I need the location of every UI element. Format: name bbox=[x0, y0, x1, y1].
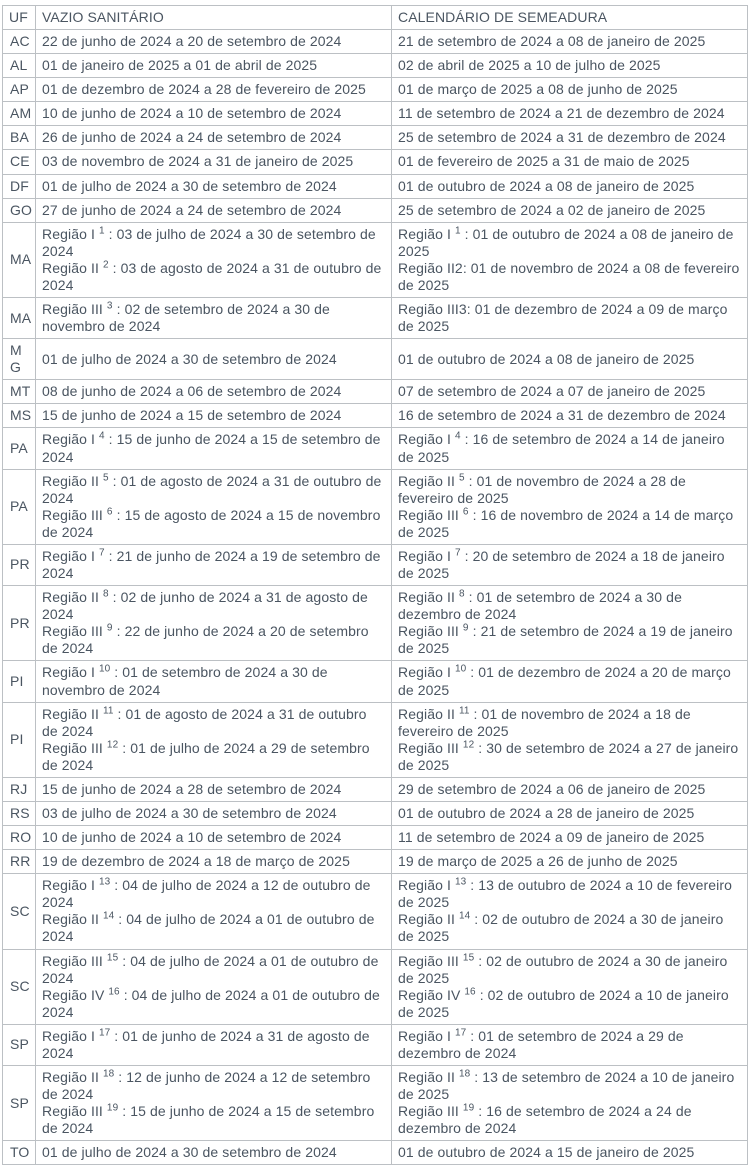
table-row bbox=[3, 544, 748, 585]
period-line: Região I $^1$ : 01 de outubro de 2024 a 08 de janeiro de 2025 bbox=[398, 225, 734, 259]
period-line: 02 de abril de 2025 a 10 de julho de 2025 bbox=[398, 57, 661, 74]
footnote-ref: 15 bbox=[106, 951, 119, 963]
calendario-cell bbox=[392, 298, 748, 339]
vazio-cell bbox=[36, 1065, 392, 1140]
period-line: Região II $^{18}$ : 13 de setembro de 2024 a 10 de janeiro de 2025 bbox=[398, 1068, 735, 1103]
calendario-cell bbox=[392, 850, 748, 874]
vazio-cell bbox=[36, 949, 392, 1024]
calendario-cell bbox=[392, 949, 748, 1024]
footnote-ref: 18 bbox=[458, 1068, 471, 1080]
period-line: Região III3: 01 de dezembro de 2024 a 09 de março de 2025 bbox=[398, 301, 728, 335]
vazio-cell bbox=[36, 298, 392, 339]
calendario-cell bbox=[392, 661, 748, 702]
period-line: Região III $^9$ : 21 de setembro de 2024 a 19 de janeiro de 2025 bbox=[398, 622, 733, 657]
vazio-cell bbox=[36, 586, 392, 661]
period-line: Região I $^1$ : 03 de julho de 2024 a 30 de setembro de 2024 bbox=[42, 225, 376, 259]
table-row bbox=[3, 126, 748, 150]
table-row bbox=[3, 198, 748, 222]
period-line: 01 de dezembro de 2024 a 28 de fevereiro de 2025 bbox=[42, 81, 366, 98]
period-line: 01 de outubro de 2024 a 08 de janeiro de 2025 bbox=[398, 350, 695, 367]
period-line: 19 de dezembro de 2024 a 18 de março de 2025 bbox=[42, 853, 350, 870]
calendario-cell bbox=[392, 469, 748, 544]
footnote-ref: 11 bbox=[102, 704, 114, 716]
uf-cell: RJ bbox=[3, 777, 36, 801]
vazio-cell bbox=[36, 150, 392, 174]
period-line: 25 de setembro de 2024 a 31 de dezembro de 2024 bbox=[398, 129, 726, 146]
uf-cell: PR bbox=[3, 586, 36, 661]
period-line: Região III $^9$ : 22 de junho de 2024 a 20 de setembro de 2024 bbox=[42, 622, 369, 657]
uf-cell: MS bbox=[3, 404, 36, 428]
header-calendario-semeadura: CALENDÁRIO DE SEMEADURA bbox=[392, 6, 748, 30]
period-line: Região III $^3$ : 02 de setembro de 2024 a 30 de novembro de 2024 bbox=[42, 300, 330, 335]
footnote-ref: 14 bbox=[458, 910, 471, 922]
uf-cell: GO bbox=[3, 198, 36, 222]
calendario-cell bbox=[392, 102, 748, 126]
table-row bbox=[3, 30, 748, 54]
vazio-cell bbox=[36, 1141, 392, 1165]
footnote-ref: 17 bbox=[454, 1027, 467, 1039]
period-line: 29 de setembro de 2024 a 06 de janeiro de 2025 bbox=[398, 780, 706, 797]
calendario-cell bbox=[392, 801, 748, 825]
period-line: Região I $^7$ : 21 de junho de 2024 a 19 de setembro de 2024 bbox=[42, 547, 381, 582]
period-line: 01 de outubro de 2024 a 08 de janeiro de 2025 bbox=[398, 177, 695, 194]
table-row bbox=[3, 404, 748, 428]
calendario-cell bbox=[392, 78, 748, 102]
table-row bbox=[3, 54, 748, 78]
period-line: Região I $^4$ : 16 de setembro de 2024 a 14 de janeiro de 2025 bbox=[398, 430, 725, 465]
vazio-cell bbox=[36, 826, 392, 850]
uf-cell: MG bbox=[3, 339, 36, 380]
footnote-ref: 10 bbox=[98, 663, 111, 675]
period-line: Região II $^2$ : 03 de agosto de 2024 a 31 de outubro de 2024 bbox=[42, 259, 382, 293]
period-line: 15 de junho de 2024 a 15 de setembro de 2024 bbox=[42, 407, 342, 424]
table-row bbox=[3, 1141, 748, 1165]
footnote-ref: 9 bbox=[106, 622, 113, 634]
footnote-ref: 7 bbox=[454, 547, 461, 559]
period-line: Região II $^{11}$ : 01 de agosto de 2024 a 31 de outubro de 2024 bbox=[42, 704, 367, 739]
vazio-cell bbox=[36, 380, 392, 404]
vazio-cell bbox=[36, 544, 392, 585]
footnote-ref: 13 bbox=[454, 876, 467, 888]
table-row bbox=[3, 801, 748, 825]
footnote-ref: 7 bbox=[98, 547, 105, 559]
footnote-ref: 8 bbox=[458, 588, 465, 600]
vazio-cell bbox=[36, 54, 392, 78]
period-line: Região I $^{13}$ : 13 de outubro de 2024 a 10 de fevereiro de 2025 bbox=[398, 876, 732, 911]
footnote-ref: 17 bbox=[98, 1027, 111, 1039]
footnote-ref: 3 bbox=[106, 300, 113, 312]
uf-cell: AC bbox=[3, 30, 36, 54]
uf-cell: PA bbox=[3, 428, 36, 469]
seeding-calendar-table bbox=[2, 5, 748, 1165]
table-row bbox=[3, 102, 748, 126]
vazio-cell bbox=[36, 339, 392, 380]
table-row bbox=[3, 174, 748, 198]
vazio-cell bbox=[36, 174, 392, 198]
period-line: 16 de setembro de 2024 a 31 de dezembro de 2024 bbox=[398, 407, 726, 424]
footnote-ref: 8 bbox=[102, 588, 109, 600]
uf-cell: SP bbox=[3, 1024, 36, 1065]
period-line: Região II $^8$ : 02 de junho de 2024 a 31 de agosto de 2024 bbox=[42, 588, 368, 623]
vazio-cell bbox=[36, 469, 392, 544]
period-line: Região I $^{17}$ : 01 de setembro de 2024 a 29 de dezembro de 2024 bbox=[398, 1027, 684, 1061]
header-vazio-sanitario: VAZIO SANITÁRIO bbox=[36, 6, 392, 30]
footnote-ref: 9 bbox=[462, 622, 469, 634]
calendario-cell bbox=[392, 339, 748, 380]
table-body bbox=[3, 30, 748, 1165]
footnote-ref: 19 bbox=[106, 1102, 119, 1114]
period-line: 08 de junho de 2024 a 06 de setembro de 2024 bbox=[42, 383, 342, 400]
period-line: 01 de fevereiro de 2025 a 31 de maio de 2025 bbox=[398, 153, 690, 170]
uf-cell: DF bbox=[3, 174, 36, 198]
footnote-ref: 1 bbox=[98, 225, 105, 237]
period-line: Região I $^{10}$ : 01 de dezembro de 2024 a 20 de março de 2025 bbox=[398, 663, 731, 698]
period-line: Região III $^{19}$ : 16 de setembro de 2024 a 24 de dezembro de 2024 bbox=[398, 1102, 692, 1137]
calendario-cell bbox=[392, 174, 748, 198]
period-line: Região II $^{14}$ : 02 de outubro de 2024 a 30 de janeiro de 2025 bbox=[398, 910, 724, 945]
footnote-ref: 11 bbox=[458, 704, 470, 716]
table-row bbox=[3, 1024, 748, 1065]
vazio-cell bbox=[36, 777, 392, 801]
table-row bbox=[3, 380, 748, 404]
table-row bbox=[3, 949, 748, 1024]
table-row bbox=[3, 428, 748, 469]
period-line: Região III $^{12}$ : 30 de setembro de 2024 a 27 de janeiro de 2025 bbox=[398, 739, 739, 773]
period-line: Região II $^5$ : 01 de novembro de 2024 a 28 de fevereiro de 2025 bbox=[398, 471, 686, 506]
period-line: 21 de setembro de 2024 a 08 de janeiro de 2025 bbox=[398, 33, 706, 50]
uf-cell: SC bbox=[3, 949, 36, 1024]
table-row bbox=[3, 826, 748, 850]
footnote-ref: 5 bbox=[458, 471, 465, 483]
vazio-cell bbox=[36, 702, 392, 777]
uf-cell: MA bbox=[3, 298, 36, 339]
period-line: 01 de julho de 2024 a 30 de setembro de 2024 bbox=[42, 350, 337, 367]
uf-cell: PI bbox=[3, 661, 36, 702]
table-row bbox=[3, 1065, 748, 1140]
calendario-cell bbox=[392, 826, 748, 850]
calendario-cell bbox=[392, 380, 748, 404]
vazio-cell bbox=[36, 404, 392, 428]
period-line: 01 de julho de 2024 a 30 de setembro de 2024 bbox=[42, 177, 337, 194]
period-line: 25 de setembro de 2024 a 02 de janeiro de 2025 bbox=[398, 201, 706, 218]
period-line: Região II $^8$ : 01 de setembro de 2024 a 30 de dezembro de 2024 bbox=[398, 588, 682, 623]
period-line: 10 de junho de 2024 a 10 de setembro de 2024 bbox=[42, 829, 342, 846]
footnote-ref: 14 bbox=[102, 910, 115, 922]
period-line: 11 de setembro de 2024 a 09 de janeiro de 2025 bbox=[398, 829, 705, 846]
period-line: Região III $^{15}$ : 02 de outubro de 2024 a 30 de janeiro de 2025 bbox=[398, 951, 728, 986]
period-line: Região III $^6$ : 16 de novembro de 2024 a 14 de março de 2025 bbox=[398, 506, 734, 540]
footnote-ref: 19 bbox=[462, 1102, 475, 1114]
vazio-cell bbox=[36, 198, 392, 222]
footnote-ref: 18 bbox=[102, 1068, 115, 1080]
table-row bbox=[3, 874, 748, 949]
footnote-ref: 6 bbox=[106, 506, 113, 518]
calendario-cell bbox=[392, 30, 748, 54]
footnote-ref: 15 bbox=[462, 951, 475, 963]
table-row bbox=[3, 777, 748, 801]
table-row bbox=[3, 850, 748, 874]
footnote-ref: 2 bbox=[102, 259, 109, 271]
uf-cell: MT bbox=[3, 380, 36, 404]
table-row bbox=[3, 469, 748, 544]
uf-cell: MA bbox=[3, 222, 36, 297]
uf-cell: PR bbox=[3, 544, 36, 585]
uf-cell: AL bbox=[3, 54, 36, 78]
calendario-cell bbox=[392, 222, 748, 297]
calendario-cell bbox=[392, 126, 748, 150]
vazio-cell bbox=[36, 850, 392, 874]
table-row bbox=[3, 298, 748, 339]
period-line: Região I $^{13}$ : 04 de julho de 2024 a 12 de outubro de 2024 bbox=[42, 876, 371, 911]
period-line: Região III $^6$ : 15 de agosto de 2024 a 15 de novembro de 2024 bbox=[42, 506, 381, 540]
period-line: 11 de setembro de 2024 a 21 de dezembro de 2024 bbox=[398, 105, 725, 122]
calendario-cell bbox=[392, 544, 748, 585]
period-line: 27 de junho de 2024 a 24 de setembro de 2024 bbox=[42, 201, 342, 218]
period-line: Região III $^{19}$ : 15 de junho de 2024 a 15 de setembro de 2024 bbox=[42, 1102, 375, 1137]
vazio-cell bbox=[36, 801, 392, 825]
period-line: 01 de outubro de 2024 a 15 de janeiro de 2025 bbox=[398, 1144, 695, 1161]
period-line: 10 de junho de 2024 a 10 de setembro de 2024 bbox=[42, 105, 342, 122]
footnote-ref: 16 bbox=[108, 986, 120, 998]
vazio-cell bbox=[36, 222, 392, 297]
period-line: 26 de junho de 2024 a 24 de setembro de 2024 bbox=[42, 129, 342, 146]
period-line: Região II2: 01 de novembro de 2024 a 08 de fevereiro de 2025 bbox=[398, 259, 740, 293]
calendario-cell bbox=[392, 404, 748, 428]
calendario-cell bbox=[392, 1141, 748, 1165]
table-row bbox=[3, 586, 748, 661]
vazio-cell bbox=[36, 428, 392, 469]
period-line: 22 de junho de 2024 a 20 de setembro de 2024 bbox=[42, 33, 342, 50]
footnote-ref: 12 bbox=[462, 739, 475, 751]
uf-cell: CE bbox=[3, 150, 36, 174]
uf-cell: PI bbox=[3, 702, 36, 777]
vazio-cell bbox=[36, 126, 392, 150]
uf-cell: TO bbox=[3, 1141, 36, 1165]
period-line: 01 de outubro de 2024 a 28 de janeiro de 2025 bbox=[398, 804, 695, 821]
calendario-cell bbox=[392, 586, 748, 661]
calendario-cell bbox=[392, 1065, 748, 1140]
period-line: Região I $^{10}$ : 01 de setembro de 2024 a 30 de novembro de 2024 bbox=[42, 663, 328, 698]
calendario-cell bbox=[392, 874, 748, 949]
period-line: 03 de novembro de 2024 a 31 de janeiro de 2025 bbox=[42, 153, 354, 170]
period-line: Região I $^4$ : 15 de junho de 2024 a 15 de setembro de 2024 bbox=[42, 430, 381, 465]
calendario-cell bbox=[392, 1024, 748, 1065]
table-row bbox=[3, 78, 748, 102]
period-line: Região I $^7$ : 20 de setembro de 2024 a 18 de janeiro de 2025 bbox=[398, 547, 725, 582]
table-row bbox=[3, 150, 748, 174]
footnote-ref: 13 bbox=[98, 876, 111, 888]
period-line: 01 de janeiro de 2025 a 01 de abril de 2025 bbox=[42, 57, 318, 74]
period-line: 01 de julho de 2024 a 30 de setembro de 2024 bbox=[42, 1144, 337, 1161]
uf-cell: SC bbox=[3, 874, 36, 949]
footnote-ref: 16 bbox=[464, 986, 476, 998]
period-line: Região II $^{18}$ : 12 de junho de 2024 a 12 de setembro de 2024 bbox=[42, 1068, 371, 1103]
period-line: 19 de março de 2025 a 26 de junho de 2025 bbox=[398, 853, 678, 870]
uf-cell: RR bbox=[3, 850, 36, 874]
period-line: 03 de julho de 2024 a 30 de setembro de 2024 bbox=[42, 804, 337, 821]
footnote-ref: 12 bbox=[106, 739, 119, 751]
uf-cell: PA bbox=[3, 469, 36, 544]
vazio-cell bbox=[36, 1024, 392, 1065]
uf-cell: RS bbox=[3, 801, 36, 825]
table-row bbox=[3, 702, 748, 777]
uf-cell: RO bbox=[3, 826, 36, 850]
footnote-ref: 5 bbox=[102, 471, 109, 483]
period-line: Região I $^{17}$ : 01 de junho de 2024 a 31 de agosto de 2024 bbox=[42, 1027, 370, 1061]
footnote-ref: 4 bbox=[98, 430, 105, 442]
period-line: Região IV $^{16}$ : 02 de outubro de 2024 a 10 de janeiro de 2025 bbox=[398, 986, 729, 1020]
vazio-cell bbox=[36, 661, 392, 702]
calendario-cell bbox=[392, 428, 748, 469]
footnote-ref: 10 bbox=[454, 663, 467, 675]
footnote-ref: 1 bbox=[454, 225, 461, 237]
calendario-cell bbox=[392, 150, 748, 174]
calendario-cell bbox=[392, 54, 748, 78]
period-line: Região II $^{14}$ : 04 de julho de 2024 a 01 de outubro de 2024 bbox=[42, 910, 375, 945]
period-line: Região III $^{12}$ : 01 de julho de 2024 a 29 de setembro de 2024 bbox=[42, 739, 370, 773]
table-row bbox=[3, 661, 748, 702]
period-line: 07 de setembro de 2024 a 07 de janeiro de 2025 bbox=[398, 383, 706, 400]
uf-cell: SP bbox=[3, 1065, 36, 1140]
vazio-cell bbox=[36, 874, 392, 949]
period-line: 01 de março de 2025 a 08 de junho de 2025 bbox=[398, 81, 678, 98]
uf-cell: AP bbox=[3, 78, 36, 102]
uf-cell: AM bbox=[3, 102, 36, 126]
table-row bbox=[3, 339, 748, 380]
uf-cell: BA bbox=[3, 126, 36, 150]
period-line: Região IV $^{16}$ : 04 de julho de 2024 a 01 de outubro de 2024 bbox=[42, 986, 380, 1020]
period-line: 15 de junho de 2024 a 28 de setembro de 2024 bbox=[42, 780, 342, 797]
vazio-cell bbox=[36, 30, 392, 54]
calendario-cell bbox=[392, 198, 748, 222]
period-line: Região II $^5$ : 01 de agosto de 2024 a 31 de outubro de 2024 bbox=[42, 471, 382, 506]
period-line: Região III $^{15}$ : 04 de julho de 2024 a 01 de outubro de 2024 bbox=[42, 951, 379, 986]
calendario-cell bbox=[392, 777, 748, 801]
vazio-cell bbox=[36, 102, 392, 126]
footnote-ref: 6 bbox=[462, 506, 469, 518]
vazio-cell bbox=[36, 78, 392, 102]
header-uf: UF bbox=[3, 6, 36, 30]
footnote-ref: 4 bbox=[454, 430, 461, 442]
table-header-row bbox=[3, 6, 748, 30]
table-row bbox=[3, 222, 748, 297]
period-line: Região II $^{11}$ : 01 de novembro de 2024 a 18 de fevereiro de 2025 bbox=[398, 704, 691, 739]
calendario-cell bbox=[392, 702, 748, 777]
